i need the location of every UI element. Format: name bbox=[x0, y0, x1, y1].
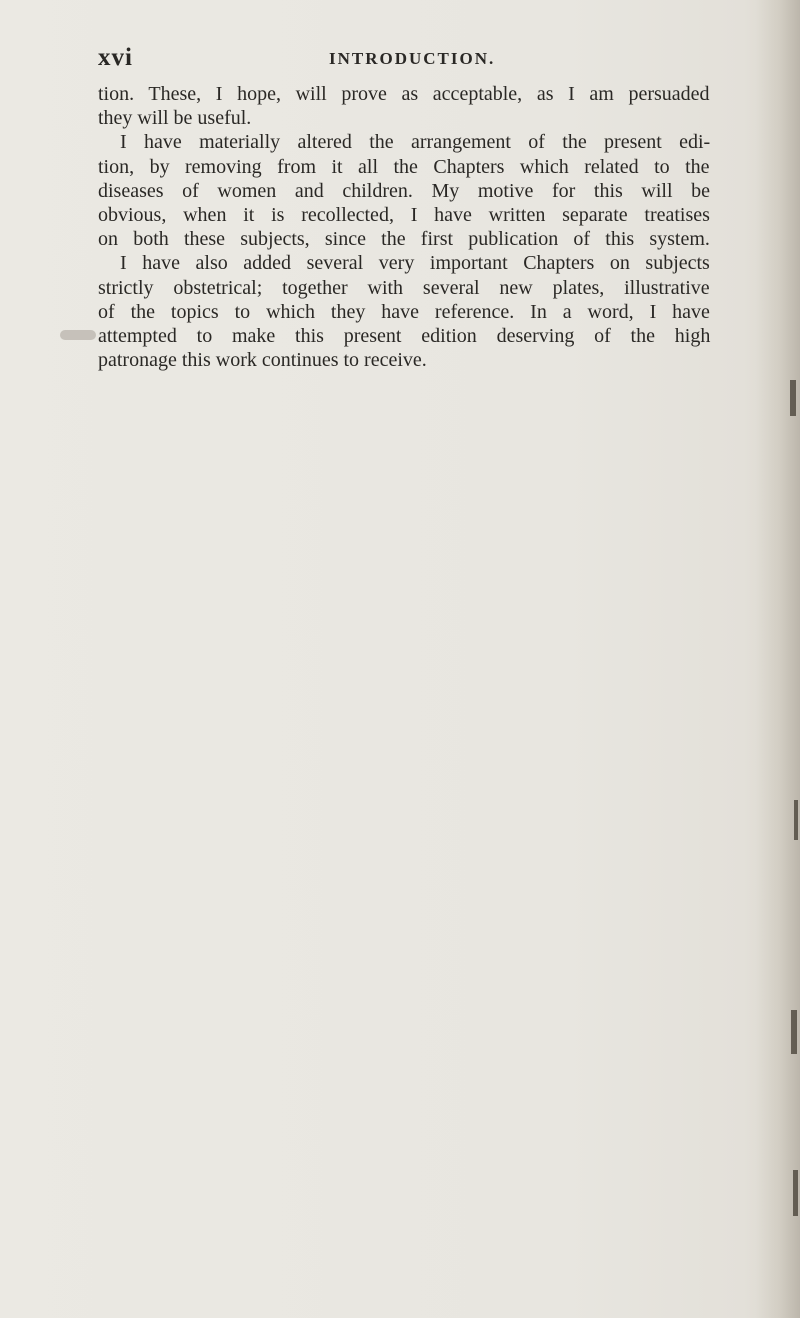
text-line: I have also added several very important Chapters on subjects bbox=[120, 252, 710, 275]
text-line: diseases of women and children. My motive for this will be bbox=[98, 179, 711, 202]
text-line: tion, by removing from it all the Chapters which related to the bbox=[98, 155, 710, 178]
binding-mark bbox=[794, 800, 798, 840]
text-line: tion. These, I hope, will prove as acceptable, as I am persuaded bbox=[98, 83, 710, 105]
page-header bbox=[98, 44, 700, 74]
text-line: strictly obstetrical; together with several new plates, illustrative bbox=[98, 276, 710, 299]
binding-mark bbox=[793, 1170, 798, 1216]
body-text bbox=[98, 82, 710, 372]
text-line: obvious, when it is recollected, I have written separate treatises bbox=[98, 204, 710, 227]
text-line: I have materially altered the arrangement of the present edi- bbox=[120, 131, 711, 154]
text-line: attempted to make this present edition deserving of the high bbox=[98, 325, 711, 348]
running-head: INTRODUCTION. bbox=[329, 49, 496, 68]
ink-smudge bbox=[60, 330, 96, 340]
text-line: they will be useful. bbox=[98, 107, 252, 130]
page-number: xvi bbox=[98, 44, 133, 71]
page-edge-shadow bbox=[756, 0, 800, 1318]
text-line: of the topics to which they have reference. In a word, I have bbox=[98, 300, 710, 323]
text-line: on both these subjects, since the first publication of this system. bbox=[98, 228, 710, 251]
binding-mark bbox=[791, 1010, 797, 1054]
binding-mark bbox=[790, 380, 796, 416]
text-line: patronage this work continues to receive. bbox=[98, 349, 427, 372]
